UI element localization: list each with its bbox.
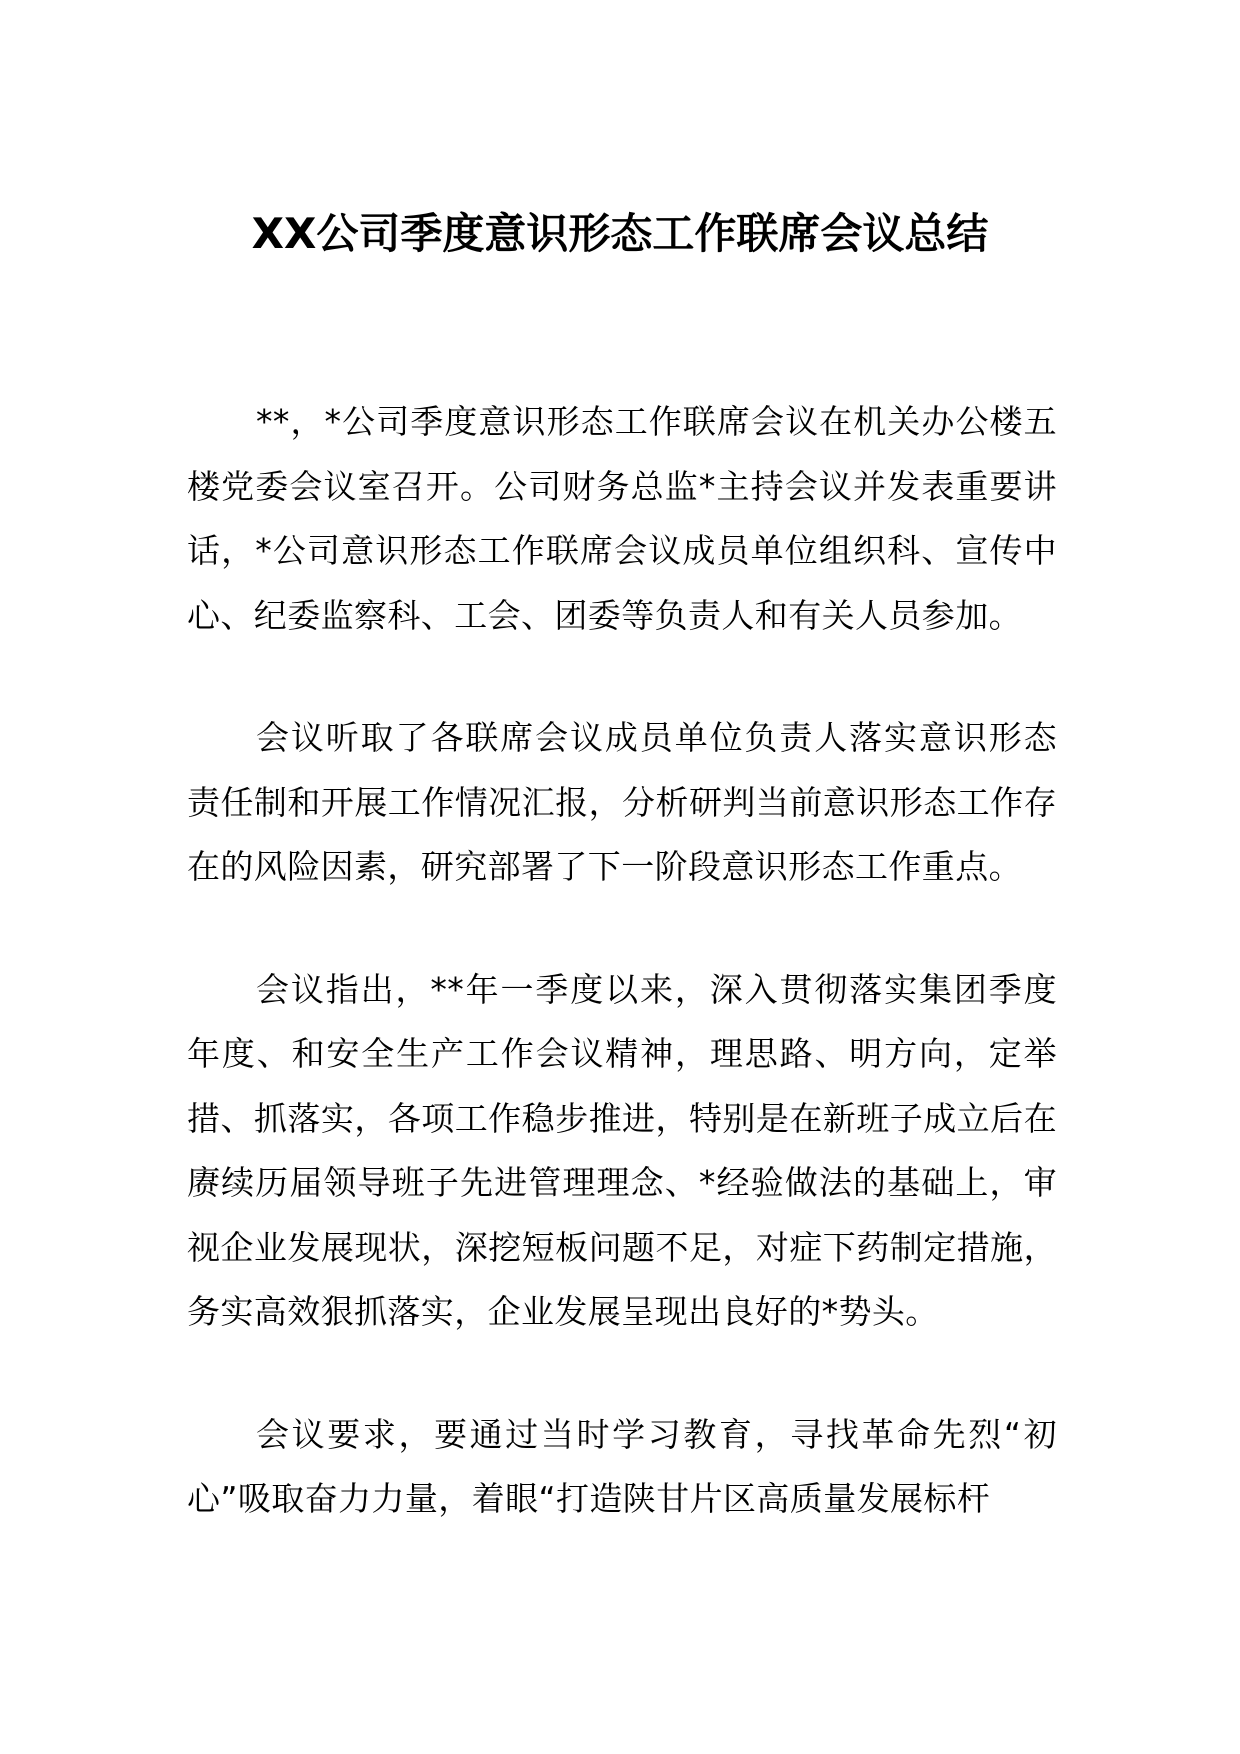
paragraph-work-reports: 会议听取了各联席会议成员单位负责人落实意识形态责任制和开展工作情况汇报，分析研判当前意识形态工作存在的风险因素，研究部署了下一阶段意识形态工作重点。 xyxy=(187,718,1057,886)
document-body xyxy=(187,390,1057,1590)
paragraph-meeting-requirements: 会议要求，要通过当时学习教育，寻找革命先烈“初心”吸取奋力力量，着眼“打造陕甘片区高质量发展标杆 xyxy=(187,1414,1057,1518)
paragraph-meeting-overview: **，*公司季度意识形态工作联席会议在机关办公楼五楼党委会议室召开。公司财务总监*主持会议并发表重要讲话，*公司意识形态工作联席会议成员单位组织科、宣传中心、纪委监察科、工会、团委等负责人和有关人员参加。 xyxy=(187,402,1057,635)
document-title: XX公司季度意识形态工作联席会议总结 xyxy=(251,209,989,258)
paragraph-meeting-findings: 会议指出，**年一季度以来，深入贯彻落实集团季度年度、和安全生产工作会议精神，理思路、明方向，定举措、抓落实，各项工作稳步推进，特别是在新班子成立后在赓续历届领导班子先进管理理念、*经验做法的基础上，审视企业发展现状，深挖短板问题不足，对症下药制定措施，务实高效狠抓落实，企业发展呈现出良好的*势头。 xyxy=(187,969,1057,1331)
